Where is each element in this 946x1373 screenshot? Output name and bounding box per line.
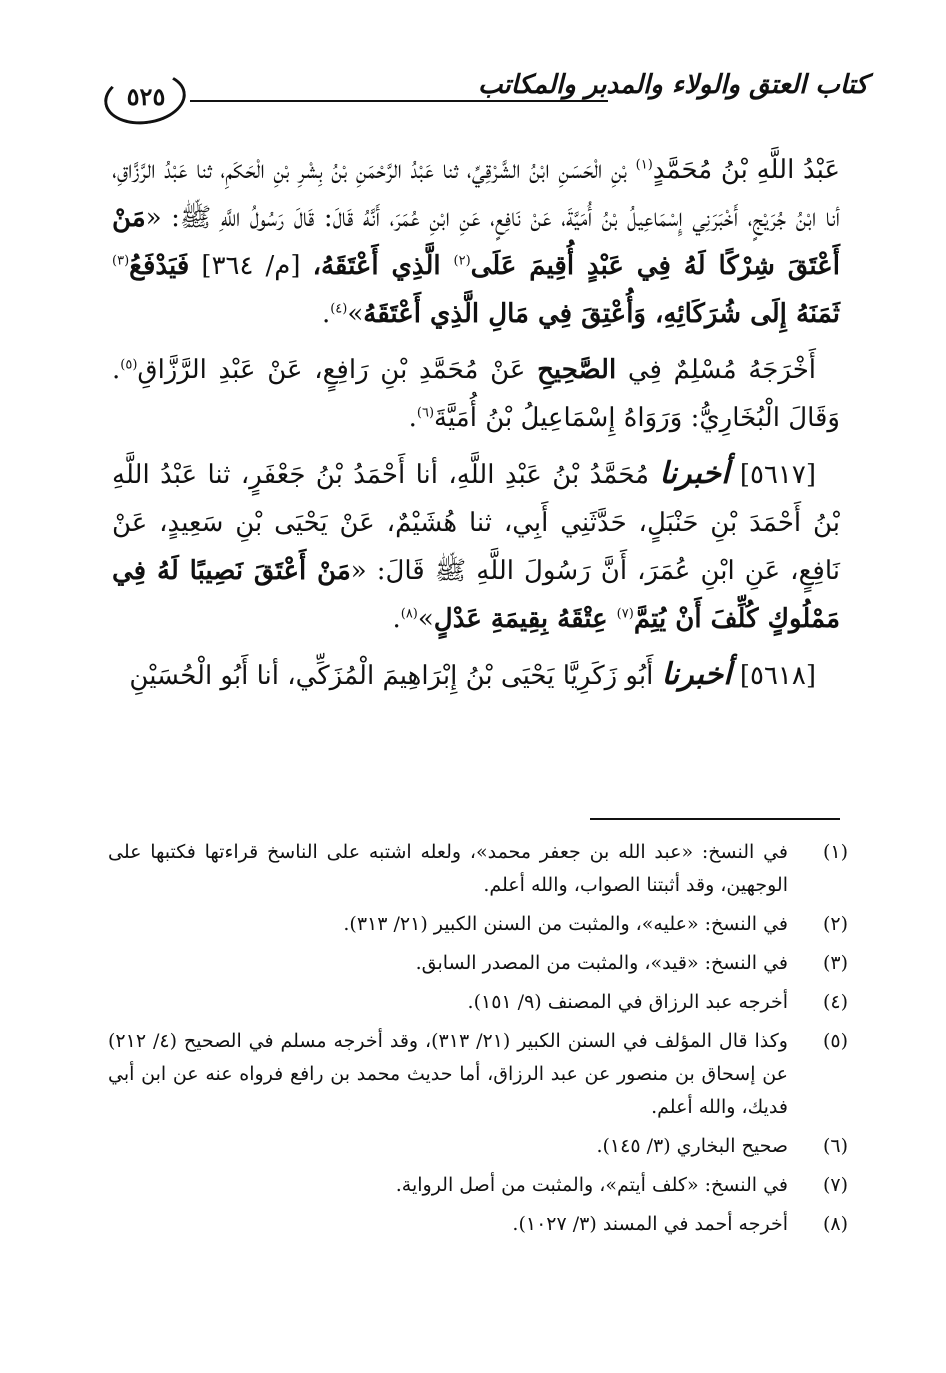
paragraph-3	[112, 450, 840, 643]
footnote-ref: (٦)	[416, 405, 435, 421]
footnote-text: أخرجه عبد الرزاق في المصنف (٩/ ١٥١).	[467, 991, 788, 1013]
text-run: .	[408, 403, 417, 433]
footnote	[108, 908, 848, 941]
footnote-ref: (٧)	[616, 606, 634, 622]
manuscript-marker: [م/ ٣٦٤]	[189, 251, 313, 281]
akhbarana-label: أخبرنا	[659, 456, 730, 491]
footnote-number: (٣)	[822, 952, 848, 974]
text-run: . وَقَالَ الْبُخَارِيُّ: وَرَوَاهُ إِسْمَاعِيلُ بْنُ أُمَيَّةَ	[112, 355, 840, 433]
text-run: أَخْرَجَهُ مُسْلِمٌ فِي	[616, 355, 816, 385]
text-run: بْنِ الْحَسَنِ ابْنُ الشَّرْقِيِّ، ثنا عَبْدُ الرَّحْمَنِ بْنُ بِشْرِ بْنِ الْحَكَمِ، ثنا عَبْدُ الرَّزَّاقِ، أنا ابْنُ جُرَيْجٍ، أَخْبَرَنِي إِسْمَاعِيلُ بْنُ أُمَيَّةَ، عَنْ نَافِعٍ، عَنِ ابْنِ عُمَرَ، أَنَّهُ قَالَ: قَالَ رَسُولُ اللَّهِ ﷺ: «	[112, 155, 840, 233]
footnote-text: في النسخ: «عليه»، والمثبت من السنن الكبير (٢١/ ٣١٣).	[343, 913, 788, 935]
hadith-text: عِتْقَهُ بِقِيمَةِ عَدْلٍ	[433, 604, 617, 634]
hadith-number: [٥٦١٨]	[739, 661, 816, 691]
hadith-text: الَّذِي أَعْتَقَهُ،	[312, 251, 454, 281]
text-run: »	[417, 604, 434, 634]
paragraph-1	[112, 146, 840, 338]
text-run: »	[347, 299, 364, 329]
page-number: ٥٢٥	[126, 82, 166, 111]
paragraph-2	[112, 346, 840, 442]
text-run: .	[321, 299, 331, 329]
akhbarana-label: أخبرنا	[661, 657, 732, 692]
footnote-number: (٤)	[822, 991, 848, 1013]
footnote-ref: (١)	[635, 157, 653, 173]
footnote	[108, 1025, 848, 1124]
text-run: عَبْدُ اللَّهِ بْنُ مُحَمَّدٍ	[652, 155, 840, 185]
hadith-text: فَيَدْفَعُ	[129, 251, 190, 281]
footnote-number: (٧)	[822, 1174, 848, 1196]
footnote	[108, 1208, 848, 1241]
book-title: كتاب العتق والولاء والمدبر والمكاتب	[478, 70, 868, 100]
hadith-text: مَنْ أَعْتَقَ نَصِيبًا لَهُ فِي مَمْلُوكٍ كُلِّفَ أَنْ يُتِمَّ	[112, 556, 840, 634]
footnote-ref: (٨)	[400, 606, 418, 622]
hadith-number: [٥٦١٧]	[739, 460, 817, 490]
footnote-text: صحيح البخاري (٣/ ١٤٥).	[596, 1135, 788, 1157]
page-header	[98, 66, 868, 136]
footnote-text: في النسخ: «عبد الله بن جعفر محمد»، ولعله اشتبه على الناسخ قراءتها فكتبها على الوجهين، وقد أثبتنا الصواب، والله أعلم.	[108, 841, 788, 896]
footnote-ref: (٥)	[120, 357, 138, 373]
footnote	[108, 1169, 848, 1202]
footnote-number: (٢)	[822, 913, 848, 935]
text-run: مُحَمَّدُ بْنُ عَبْدِ اللَّهِ، أنا أَحْمَدُ بْنُ جَعْفَرٍ، ثنا عَبْدُ اللَّهِ بْنُ أَحْمَدَ بْنِ حَنْبَلٍ، حَدَّثَنِي أَبِي، ثنا هُشَيْمٌ، عَنْ يَحْيَى بْنِ سَعِيدٍ، عَنْ نَافِعٍ، عَنِ ابْنِ عُمَرَ، أَنَّ رَسُولَ اللَّهِ ﷺ قَالَ: «	[112, 460, 840, 586]
text-run: .	[392, 604, 401, 634]
footnote-separator	[590, 818, 840, 820]
footnote-text: وكذا قال المؤلف في السنن الكبير (٢١/ ٣١٣)، وقد أخرجه مسلم في الصحيح (٤/ ٢١٢) عن إسحاق بن منصور عن عبد الرزاق، أما حديث محمد بن رافع فرواه عنه عن ابن أبي فديك، والله أعلم.	[108, 1030, 788, 1118]
book-name: الصَّحِيحِ	[537, 355, 617, 385]
footnote-ref: (٣)	[112, 253, 130, 269]
footnote-ref: (٢)	[453, 253, 471, 269]
text-run: أَبُو زَكَرِيَّا يَحْيَى بْنُ إِبْرَاهِيمَ الْمُزَكِّي، أنا أَبُو الْحُسَيْنِ	[129, 661, 662, 691]
text-run: عَنْ مُحَمَّدِ بْنِ رَافِعٍ، عَنْ عَبْدِ الرَّزَّاقِ	[137, 355, 538, 385]
footnotes	[108, 836, 848, 1247]
footnote-number: (٦)	[822, 1135, 848, 1157]
footnote-ref: (٤)	[330, 301, 348, 317]
footnote-number: (٨)	[822, 1213, 848, 1235]
footnote	[108, 836, 848, 902]
paragraph-4	[112, 651, 840, 700]
footnote	[108, 986, 848, 1019]
header-rule	[190, 100, 608, 102]
main-text	[112, 146, 840, 708]
footnote-number: (١)	[822, 841, 848, 863]
footnote-text: أخرجه أحمد في المسند (٣/ ١٠٢٧).	[512, 1213, 788, 1235]
footnote	[108, 1130, 848, 1163]
footnote-text: في النسخ: «قيد»، والمثبت من المصدر السابق.	[415, 952, 788, 974]
footnote	[108, 947, 848, 980]
footnote-number: (٥)	[822, 1030, 848, 1052]
hadith-text: مَنْ أَعْتَقَ شِرْكًا لَهُ فِي عَبْدٍ أُقِيمَ عَلَى	[112, 203, 840, 281]
footnote-text: في النسخ: «كلف أيتم»، والمثبت من أصل الرواية.	[395, 1174, 788, 1196]
hadith-text: ثَمَنَهُ إِلَى شُرَكَائِهِ، وَأُعْتِقَ فِي مَالِ الَّذِي أَعْتَقَهُ	[363, 299, 840, 329]
